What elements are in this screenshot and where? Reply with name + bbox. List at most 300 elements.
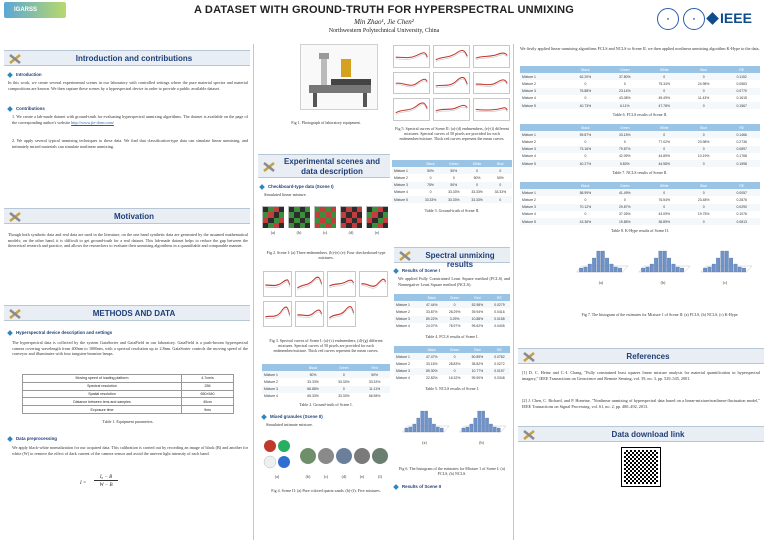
table-cell: 0.1768 xyxy=(736,154,747,159)
table-row xyxy=(520,102,760,109)
table-cell: 89.22% xyxy=(420,316,443,323)
fig2-caption: Fig 2. Scene I: (a) Three endmembers. (b)-(e) (e): Four checkerboard-type mixtures. xyxy=(266,250,386,260)
table-cell: 0 xyxy=(443,353,466,360)
table-cell: 0 xyxy=(684,88,723,95)
table-header-cell: Green xyxy=(605,66,644,73)
table-cell: 10.88% xyxy=(466,316,489,323)
normalization-equation: I = I₀ − B W − B xyxy=(80,475,180,495)
table-cell: 0.0813 xyxy=(723,218,760,225)
table-cell: 24.98% xyxy=(697,81,710,86)
table4-caption: Table 4. FCLS results of Scene I. xyxy=(425,334,479,339)
table-cell: 0 xyxy=(684,204,723,211)
table-header-row xyxy=(394,294,510,301)
table-cell: 0.0158 xyxy=(489,316,510,323)
subfigure-label: (a) xyxy=(274,474,280,479)
table-header-cell: Blue xyxy=(684,124,723,131)
spectral-curve-plot xyxy=(433,45,470,68)
table-cell: 0 xyxy=(645,146,684,153)
table-cell: 43.09% xyxy=(658,212,670,217)
equipment-value: 4.7cm/s xyxy=(182,375,234,383)
table-cell: 0.0405 xyxy=(494,324,505,329)
table-cell: 0 xyxy=(684,189,723,196)
table-header-cell: Green xyxy=(605,124,644,131)
subfigure-label: (b) xyxy=(479,440,484,445)
table-cell: 0 xyxy=(623,197,626,202)
table-cell: 33.87% xyxy=(426,309,438,314)
table-cell: 0 xyxy=(684,131,723,138)
table-cell: 0 xyxy=(584,96,587,101)
table-cell: 33.33% xyxy=(419,196,442,203)
spectral-curve-plot xyxy=(327,271,356,297)
table-cell: 0 xyxy=(584,212,587,217)
spectral-curve-plot xyxy=(359,271,388,297)
row-label: Mixture 4 xyxy=(396,376,410,381)
table-header-cell: White xyxy=(645,182,684,189)
row-label: Mixture 3 xyxy=(520,204,566,211)
table-cell: 52.98% xyxy=(466,301,489,308)
spectral-curve-plot xyxy=(433,98,470,121)
equipment-value: 650×540 xyxy=(182,390,234,398)
table-cell: 0.0279 xyxy=(489,301,510,308)
table-header-cell: Black xyxy=(566,66,605,73)
table-header-cell: RE xyxy=(723,124,760,131)
scenes-section-title: Experimental scenes and data description xyxy=(283,157,381,176)
row-label: Mixture 3 xyxy=(520,146,566,153)
table-cell: 40.27% xyxy=(566,160,605,167)
table-cell: 0 xyxy=(584,154,587,159)
table-cell: 0.0272 xyxy=(494,361,505,366)
subfigure-label: (f) xyxy=(378,474,382,479)
table-cell: 0 xyxy=(623,81,626,86)
table-cell: 50% xyxy=(419,167,442,174)
references-section-title: References xyxy=(626,352,670,361)
row-label: Mixture 4 xyxy=(522,212,536,217)
table-cell: 33.33% xyxy=(368,379,381,384)
table3-caption: Table 3. Ground-truth of Scene II. xyxy=(424,208,480,213)
table-header-cell xyxy=(520,66,566,73)
granule-image xyxy=(372,448,388,464)
table-cell: 33.15% xyxy=(426,361,438,366)
row-label: Mixture 1 xyxy=(520,189,566,196)
granule-image xyxy=(318,448,334,464)
table-row xyxy=(520,211,760,218)
tools-icon xyxy=(398,250,412,262)
table-cell: 99.62% xyxy=(471,324,484,329)
qr-code-icon[interactable] xyxy=(622,448,660,486)
table-header-cell xyxy=(262,364,298,371)
table8-khype-scene2 xyxy=(520,182,760,225)
fig7-caption: Fig 7. The histogram of the estimates for Mixture 1 of Scene II: (a) FCLS, (b) NCLS, (c) K-Hype. xyxy=(581,312,739,317)
references-section-header xyxy=(518,348,764,364)
preprocessing-heading: Data preprocessing xyxy=(8,436,57,441)
introduction-heading: Introduction xyxy=(8,72,42,77)
table-header-cell: Black xyxy=(566,124,605,131)
table-cell: 24.07% xyxy=(426,324,438,329)
table-cell: 0.0057 xyxy=(723,189,760,196)
subfigure-label: (b) xyxy=(296,230,302,235)
table-cell: 44.98% xyxy=(645,160,684,167)
fig1-caption: Fig 1. Photograph of laboratory equipment. xyxy=(291,120,361,125)
table-header-cell: Green xyxy=(605,182,644,189)
table-cell: 0 xyxy=(645,204,684,211)
table-row xyxy=(394,360,510,367)
tools-icon xyxy=(522,351,536,363)
row-label: Mixture 5 xyxy=(520,160,566,167)
table-cell: 62.20% xyxy=(566,73,605,80)
table-cell: 0 xyxy=(584,139,587,144)
motivation-text: Though both synthetic data and real data are used in the literature, on the one hand synthetic data are generated by the assumed mathematical models; on the other hand, it is difficult to get ground-truth for a real dataset. This lab-made dataset helps to reduce the gap between the theoretical research and practice, and allows the researchers to evaluate their unmixing algorithms in a quantifiable and comparable manner. xyxy=(8,232,248,249)
subfigure-label: (c) xyxy=(722,280,728,285)
table-cell: 3.29% xyxy=(443,316,466,323)
table-header-cell: RE xyxy=(723,66,760,73)
row-label: Mixture 5 xyxy=(392,196,419,203)
table-header-cell: Black xyxy=(419,160,442,167)
row-label: Mixture 1 xyxy=(520,131,566,138)
table-cell: 50% xyxy=(442,182,465,189)
table-header-cell: Black xyxy=(420,346,443,353)
intro-section-header xyxy=(4,50,250,66)
table-cell: 29.87% xyxy=(605,204,644,211)
table-cell: 0 xyxy=(443,368,466,375)
equipment-row xyxy=(23,406,234,414)
table-row xyxy=(392,182,512,189)
row-label: Mixture 5 xyxy=(520,102,566,109)
equipment-value: 9ms xyxy=(182,406,234,414)
table-header-cell: Red xyxy=(359,364,390,371)
fig4-granule-images xyxy=(262,432,390,482)
table-cell: 50% xyxy=(442,167,465,174)
table-cell: 37.26% xyxy=(619,212,631,217)
table-cell: 50% xyxy=(496,175,504,180)
table-cell: 0 xyxy=(684,102,723,109)
table-cell: 35.82% xyxy=(471,361,484,366)
table-cell: 89.30% xyxy=(420,368,443,375)
row-label: Mixture 1 xyxy=(394,301,420,308)
table-cell: 23.14% xyxy=(605,88,644,95)
fig6-caption: Fig 6. The histogram of the estimates for Mixture 1 of Scene I: (a) FCLS, (b) NCLS. xyxy=(399,466,505,476)
table-row xyxy=(392,174,512,181)
table8-caption: Table 8. K-Hype results of Scene II. xyxy=(611,228,669,233)
table6-caption: Table 6. FCLS results of Scene II. xyxy=(612,112,668,117)
table-cell: 19.75% xyxy=(697,212,710,217)
row-label: Mixture 1 xyxy=(394,353,420,360)
table-row xyxy=(520,218,760,225)
table-cell: 59.87% xyxy=(566,131,605,138)
table-row xyxy=(262,371,390,378)
table-cell: 0 xyxy=(429,175,432,180)
table6-fcls-scene2 xyxy=(520,66,760,109)
checkerboard-image xyxy=(262,206,284,228)
results-scene1-heading: Results of Scene I xyxy=(394,268,440,273)
results-scene2-heading: Results of Scene II xyxy=(394,484,441,489)
table-header-row xyxy=(520,124,760,131)
row-label: Mixture 2 xyxy=(394,175,408,180)
table-cell: 0.0897 xyxy=(723,146,760,153)
table-header-cell: White xyxy=(465,160,488,167)
table-header-cell: Red xyxy=(466,346,489,353)
row-label: Mixture 3 xyxy=(262,386,298,393)
table-cell: 33.33% xyxy=(448,190,460,195)
author-website-link[interactable]: http://www.jie-chen.com/ xyxy=(71,119,114,125)
hyperspectral-heading: Hyperspectral device description and settings xyxy=(8,330,112,335)
equipment-row xyxy=(23,390,234,398)
table-row xyxy=(520,88,760,95)
table-header-cell: RE xyxy=(489,294,510,301)
table-cell: 76.54% xyxy=(658,197,670,202)
table-cell: 16.32% xyxy=(448,376,461,381)
table5-caption: Table 5. NCLS results of Scene I. xyxy=(425,386,479,391)
subfigure-label: (a) xyxy=(422,440,427,445)
equipment-param: Spatial resolution xyxy=(23,390,182,398)
table-cell: 0 xyxy=(452,175,455,180)
table-header-cell: Green xyxy=(443,346,466,353)
fig5-caption: Fig 5. Spectral curves of Scene II: (a)-(d) endmembers, (e)-(i) different mixtures. Spectral curves of 50 pixels are provided for each endmember/mixture. Thick red curves represent the mean curves. xyxy=(395,126,509,141)
table-cell: 0.1076 xyxy=(736,212,747,217)
methods-section-header xyxy=(4,305,250,321)
table-cell: 58.99% xyxy=(566,189,605,196)
contribution-1: 1. We create a lab-made dataset with ground-truth for evaluating hyperspectral unmixing algorithms. The dataset is available on the page of the corresponding author's website http://www.jie-chen.com/ xyxy=(12,114,248,125)
table-cell: 11.11% xyxy=(359,386,390,393)
table-cell: 0 xyxy=(489,167,512,174)
histogram-plot xyxy=(698,238,752,278)
table-cell: 0 xyxy=(328,386,359,393)
table4-fcls-scene1 xyxy=(394,294,510,330)
table-header-cell: Black xyxy=(566,182,605,189)
equipment-row xyxy=(23,398,234,406)
table-cell: 0 xyxy=(645,131,684,138)
table-row xyxy=(394,353,510,360)
table-row xyxy=(520,196,760,203)
tools-icon xyxy=(8,53,22,65)
row-label: Mixture 1 xyxy=(520,73,566,80)
table-cell: 0.2736 xyxy=(736,139,747,144)
subfigure-label: (c) xyxy=(323,474,329,479)
tools-icon xyxy=(262,161,276,173)
introduction-text: In this work, we create several experimental scenes in our laboratory with controlled settings where the pure material spectra and material compositions are known. We then capture these scenes by a hyperspectral device in order to provide a public available dataset. xyxy=(8,80,248,91)
table-cell: 50.89% xyxy=(466,353,489,360)
table-cell: 0 xyxy=(684,160,723,167)
table-row xyxy=(394,368,510,375)
subfigure-label: (e) xyxy=(359,474,365,479)
table-cell: 23.98% xyxy=(697,139,710,144)
table-row xyxy=(520,160,760,167)
table-cell: 45.49% xyxy=(658,96,670,101)
table-cell: 66.98% xyxy=(368,394,381,399)
table-cell: 75% xyxy=(419,182,442,189)
equipment-row xyxy=(23,375,234,383)
table-cell: 47.78% xyxy=(645,102,684,109)
fig2-checkerboards xyxy=(262,200,390,236)
granule-image xyxy=(300,448,316,464)
table-cell: 0.2876 xyxy=(736,197,747,202)
row-label: Mixture 4 xyxy=(264,394,278,399)
reference-1: [1] D. C. Heinz and C.-I. Chang, "Fully constrained least squares linear mixture analysis for material quantification in hyperspectral imagery," IEEE Transactions on Geoscience and Remote Sensing, vol. 39, no. 3, pp. 529–545, 2001. xyxy=(522,370,760,381)
table-cell: 77.02% xyxy=(658,139,670,144)
table-cell: 73.16% xyxy=(566,146,605,153)
spectral-curve-plot xyxy=(433,72,470,95)
spectral-curve-plot xyxy=(263,301,292,327)
spectral-curve-plot xyxy=(327,301,356,327)
table-cell: 79.87% xyxy=(605,146,644,153)
table-header-cell: Red xyxy=(466,294,489,301)
table-cell: 0.1466 xyxy=(723,131,760,138)
table-cell: 47.47% xyxy=(420,353,443,360)
equipment-param: Spectral resolution xyxy=(23,382,182,390)
mixed-granules-heading: Mixed granules (Scene II) xyxy=(262,414,323,419)
equipment-param: Moving speed of loading platform xyxy=(23,375,182,383)
table-row xyxy=(520,73,760,80)
col3-intro-text: We firstly applied linear unmixing algorithms FCLS and NCLS to Scene II, we then applied nonlinear unmixing algorithm K-Hype to the data. xyxy=(520,46,760,51)
fig3-spectral-plots xyxy=(262,270,390,330)
table-cell: 39.94% xyxy=(471,309,484,314)
table-header-cell xyxy=(520,182,566,189)
table2-caption: Table 2. Ground-truth of Scene I. xyxy=(299,402,353,407)
results-section-header xyxy=(394,247,510,269)
granule-image xyxy=(262,438,292,472)
subfigure-label: (a) xyxy=(598,280,604,285)
table2-ground-truth-scene1 xyxy=(262,364,390,400)
table-cell: 0 xyxy=(645,88,684,95)
table-cell: 33.33% xyxy=(494,190,507,195)
fig4-caption: Fig 4. Scene II: (a) Pure colored quartz sands. (b)-(f): Five mixtures. xyxy=(271,488,381,493)
society-seal-icon: ● xyxy=(683,8,705,30)
row-label: Mixture 3 xyxy=(392,182,419,189)
table-cell: 42.09% xyxy=(619,154,631,159)
table-header-cell: Blue xyxy=(489,160,512,167)
checkerboard-image xyxy=(288,206,310,228)
table-row xyxy=(262,378,390,385)
table-cell: 41.49% xyxy=(605,189,644,196)
table-cell: 23.48% xyxy=(697,197,710,202)
spectral-curve-plot xyxy=(393,72,430,95)
checkerboard-image xyxy=(314,206,336,228)
table-cell: 33.33% xyxy=(338,379,350,384)
table-header-cell: White xyxy=(645,124,684,131)
row-label: Mixture 3 xyxy=(394,368,420,375)
checkerboard-image xyxy=(340,206,362,228)
equipment-row xyxy=(23,382,234,390)
fig3-caption: Fig 3. Spectral curves of Scene I: (a)-(c) endmembers, (d)-(g) different mixtures. Spectral curves of 50 pixels are provided for each endmember/mixture. Thick red curves represent the mean curves. xyxy=(269,338,383,353)
table-header-row xyxy=(520,182,760,189)
table-cell: 66.88% xyxy=(298,386,329,393)
table-cell: 10.77% xyxy=(466,368,489,375)
table-cell: 43.36% xyxy=(566,218,605,225)
table-header-cell: Green xyxy=(328,364,359,371)
granule-image xyxy=(354,448,370,464)
table-cell: 5.80% xyxy=(605,160,644,167)
column-divider xyxy=(513,44,514,540)
table-cell: 0.0563 xyxy=(736,81,747,86)
table-row xyxy=(392,196,512,203)
subfigure-label: (c) xyxy=(322,230,328,235)
ieee-logo: IEEE xyxy=(708,8,762,28)
table-cell: 33.33% xyxy=(465,196,488,203)
table-cell: 0 xyxy=(489,182,512,189)
lab-equipment-photo xyxy=(300,44,378,110)
intro-section-title: Introduction and contributions xyxy=(75,54,193,63)
table-row xyxy=(394,375,510,382)
row-label: Mixture 4 xyxy=(396,324,410,329)
checkerboard-heading: Checkboard-type data (Scene I) xyxy=(260,184,334,189)
table-header-row xyxy=(394,346,510,353)
checkerboard-image xyxy=(366,206,388,228)
table-cell: 33.33% xyxy=(307,379,319,384)
tools-icon xyxy=(8,308,22,320)
table-cell: 50% xyxy=(473,175,481,180)
table-cell: 44.89% xyxy=(658,154,670,159)
table-header-cell: Green xyxy=(442,160,465,167)
table-cell: 19.85% xyxy=(605,218,644,225)
table-cell: 28.29% xyxy=(448,309,461,314)
table-cell: 33.33% xyxy=(442,196,465,203)
poster-authors: Min Zhao¹, Jie Chen² xyxy=(354,18,414,26)
table-cell: 0.0197 xyxy=(489,368,510,375)
table-row xyxy=(520,146,760,153)
equipment-param: Distance between lens and samples xyxy=(23,398,182,406)
table-cell: 43.08% xyxy=(619,96,631,101)
table-header-cell: White xyxy=(645,66,684,73)
download-section-header xyxy=(518,426,764,442)
spectral-curve-plot xyxy=(473,98,510,121)
table-cell: 0 xyxy=(465,182,488,189)
table-header-cell xyxy=(392,160,419,167)
table-row xyxy=(394,301,510,308)
table-cell: 0 xyxy=(584,197,587,202)
table-row xyxy=(262,386,390,393)
spectral-curve-plot xyxy=(473,72,510,95)
results-section-title: Spectral unmixing results xyxy=(425,251,495,269)
contributions-heading: Contributions xyxy=(8,106,45,111)
tools-icon xyxy=(8,211,22,223)
contribution-2: 2. We apply several typical unmixing techniques to these data. We find that classification-type data can simulate linear unmixing, and intimately mixed materials can simulate nonlinear unmixing. xyxy=(12,138,248,149)
results-scene1-text: We applied Fully Constrained Least Square method (FCLS) and Nonnegative Least Square method (NCLS). xyxy=(398,276,510,287)
row-label: Mixture 2 xyxy=(264,379,278,384)
poster-title: A DATASET WITH GROUND-TRUTH FOR HYPERSPECTRAL UNMIXING xyxy=(193,4,575,16)
row-label: Mixture 2 xyxy=(396,309,410,314)
fig6-histograms xyxy=(396,398,510,448)
table-row xyxy=(520,153,760,160)
university-seal-icon: ● xyxy=(657,8,679,30)
table-cell: 0 xyxy=(645,189,684,196)
reference-2: [2] J. Chen, C. Richard, and P. Honeine, "Nonlinear unmixing of hyperspectral data based on a linear-mixture/nonlinear-fluctuation model," IEEE Transactions on Signal Processing, vol. 61, no. 2, pp. 480–492, 2013. xyxy=(522,398,760,409)
table-cell: 0 xyxy=(489,196,512,203)
table-cell: 0.1152 xyxy=(723,73,760,80)
table-cell: 0 xyxy=(584,81,587,86)
table-cell: 0 xyxy=(684,146,723,153)
motivation-section-title: Motivation xyxy=(114,212,154,221)
subfigure-label: (e) xyxy=(374,230,380,235)
table-header-cell: Green xyxy=(443,294,466,301)
table-row xyxy=(394,316,510,323)
table-cell: 0.1615 xyxy=(736,96,747,101)
fig5-spectral-plots xyxy=(392,44,512,124)
table-row xyxy=(520,80,760,87)
table-cell: 28.83% xyxy=(448,361,461,366)
table-cell: 78.97% xyxy=(448,324,461,329)
row-label: Mixture 4 xyxy=(522,96,536,101)
spectral-curve-plot xyxy=(295,301,324,327)
table-header-cell xyxy=(520,124,566,131)
table-cell: 36.89% xyxy=(645,218,684,225)
scenes-section-header xyxy=(258,154,390,178)
histogram-plot xyxy=(457,398,506,438)
row-label: Mixture 2 xyxy=(522,139,536,144)
table1-caption: Table 1. Equipment parameters. xyxy=(102,419,154,424)
table-header-cell xyxy=(394,346,420,353)
table-cell: 33.15% xyxy=(605,131,644,138)
table3-ground-truth-scene2 xyxy=(392,160,512,203)
table5-ncls-scene1 xyxy=(394,346,510,382)
